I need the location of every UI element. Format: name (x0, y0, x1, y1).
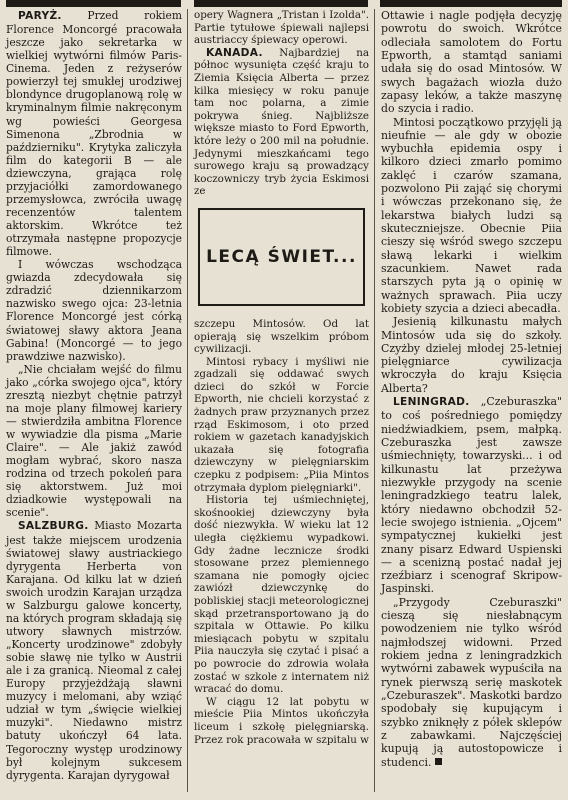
article-paragraph (194, 494, 369, 696)
column-divider-1 (187, 9, 188, 792)
paragraph-text: Mintosi początkowo przyjęli ją nieufnie — ale gdy w obozie wybuchła epidemia ospy i kilkoro dzieci zmarło pomimo zaklęć i czarów szamana, pozwolono Pii zająć się chorymi i wówczas przekonano się, że lekarstwa białych ludzi są skuteczniejsze. Obecnie Piia cieszy się wśród swego szczepu sławą lekarki i wielkim szacunkiem. Nawet rada starszych pyta ją o opinię w ważnych sprawach. Piia uczy kobiety szycia a dzieci abecadła. (381, 115, 562, 315)
paragraph-text: Ottawie i nagle podjęła decyzję powrotu do swoich. Wkrótce odleciała samolotem do Fortu Epworth, a stamtąd saniami udała się do osad Mintosów. W swych bagażach wiozła dużo zapasy leków, a także maszynę do szycia i radio. (381, 9, 562, 116)
column-3 (381, 9, 562, 769)
article-paragraph (381, 9, 562, 116)
paragraph-text: „Nie chciałam wejść do filmu jako „córka swojego ojca", który zresztą niezbyt chętnie patrzył na moje plany filmowej kariery — stwierdziła ambitna Florence w wywiadzie dla pisma „Marie Claire". — Ale jakiż zawód mogłam wybrać, skoro nasza rodzina od trzech pokoleń para się aktorstwem. Już moi dziadkowie występowali na scenie". (6, 362, 182, 520)
article-paragraph (381, 116, 562, 316)
article-paragraph (6, 258, 182, 363)
column-1 (6, 9, 182, 782)
column-2 (194, 9, 369, 746)
article-paragraph (194, 47, 369, 198)
headline-box (198, 208, 365, 306)
article-paragraph (6, 519, 182, 781)
headline: LECĄ ŚWIET... (206, 246, 357, 267)
top-rule (0, 0, 568, 7)
article-paragraph (194, 696, 369, 746)
paragraph-text: „Czeburaszka" to coś pośredniego pomiędzy niedźwiadkiem, psem, małpką. Czeburaszka jest zawsze uśmiechnięty, towarzyski... i od kilkunastu lat przeżywa niezwykłe przygody na scenie leningradzkiego teatru lalek, który niedawno obchodził 52-lecie swojego istnienia. „Ojcem" sympatycznej kukiełki jest znany pisarz Edward Uspienski — a scenizną postać nadał jej rzeźbiarz i scenograf Skripow-Jaspinski. (381, 395, 562, 596)
end-mark-icon (435, 758, 442, 765)
paragraph-text: „Przygody Czeburaszki" cieszą się niesłabnącym powodzeniem nie tylko wśród najmłodszej widowni. Przed rokiem jedna z leningradzkich wytwórni zabawek wypuściła na rynek pierwszą serię maskotek „Czeburaszek". Maskotki bardzo spodobały się kupującym i szybko zniknęły z półek sklepów z zabawkami. Najczęściej kupują ją autostopowicze i studenci. (381, 595, 562, 769)
paragraph-text: Najbardziej na północ wysunięta część kraju to Ziemia Księcia Alberta — przez kilka miesięcy w roku panuje tam noc polarna, a zimie pokrywa śnieg. Najbliższe większe miasto to Ford Epworth, które leży o 200 mil na południe. Jedynymi mieszkańcami tego surowego kraju są prowadzący koczowniczy tryb życia Eskimosi ze (194, 46, 369, 198)
article-paragraph (194, 356, 369, 495)
dateline-keyword: PARYŻ. (18, 10, 62, 22)
paragraph-text: Przed rokiem Florence Moncorgé pracowała jeszcze jako sekretarka w wielkiej wytwórni filmów Paris-Cinema. Jeden z reżyserów powierzył tej smukłej urodziwej blondynce drugoplanową rolę w kryminalnym filmie nakręconym wg powieści Georgesa Simenona „Zbrodnia w październiku". Krytyka zaliczyła film do kategorii B — ale dziewczyna, grająca rolę przyjaciółki zamordowanego przemysłowca, zwróciła uwagę recenzentów talentem aktorskim. Wkrótce też otrzymała następne propozycje filmowe. (6, 9, 182, 259)
article-paragraph (194, 318, 369, 356)
paragraph-text: Miasto Mozarta jest także miejscem urodzenia światowej sławy austriackiego dyrygenta Herberta von Karajana. Od kilku lat w dzień swoich urodzin Karajan urządza w Salzburgu galowe koncerty, na których program składają się utwory sławnych mistrzów. „Koncerty urodzinowe" zdobyły sobie sławę nie tylko w Austrii ale i za granicą. Nieomal z całej Europy przyjeżdżają sławni muzycy i melomani, aby wziąć udział w tym „święcie wielkiej muzyki". Niedawno mistrz batuty ukończył 64 lata. Tegoroczny występ urodzinowy był kolejnym sukcesem dyrygenta. Karajan dyrygował (6, 519, 182, 782)
article-paragraph (194, 9, 369, 47)
dateline-keyword: LENINGRAD. (393, 396, 470, 409)
paragraph-text: opery Wagnera „Tristan i Izolda". Partie tytułowe śpiewali najlepsi austriaccy śpiewacy operowi. (194, 9, 369, 47)
paragraph-text: Jesienią kilkunastu małych Mintosów uda się do szkoły. Czyżby dzielej młodej 25-letniej pielęgniarce cywilizacja wkroczyła do kraju Księcia Alberta? (381, 315, 562, 395)
article-paragraph (6, 9, 182, 258)
article-paragraph (381, 315, 562, 395)
dateline-keyword: KANADA. (206, 46, 263, 59)
article-paragraph (381, 596, 562, 769)
paragraph-text: Mintosi rybacy i myśliwi nie zgadzali się oddawać swych dzieci do szkół w Forcie Epworth, nie chcieli korzystać z żadnych praw przyznanych przez rząd Eskimosom, i oto przed rokiem w gazetach kanadyjskich ukazała się fotografia dziewczyny w pielęgniarskim czepku z podpisem: „Piia Mintos otrzymała dyplom pielęgniarki". (194, 355, 369, 494)
paragraph-text: W ciągu 12 lat pobytu w mieście Piia Mintos ukończyła liceum i szkołę pielęgniarską. Przez rok pracowała w szpitalu w (194, 695, 369, 746)
paragraph-text: Historia tej uśmiechniętej, skośnookiej dziewczyny była dość niezwykła. W wieku lat 12 uległa ciężkiemu wypadkowi. Gdy żadne lecznicze środki stosowane przez plemiennego szamana nie pomogły ojciec zawiózł dziewczynkę do pobliskiej stacji meteorologicznej skąd przetransportowano ją do szpitala w Ottawie. Po kilku miesiącach pobytu w szpitalu Piia nauczyła się czytać i pisać a po powrocie do zdrowia wolała zostać w szkole z internatem niż wracać do domu. (194, 494, 369, 696)
dateline-keyword: SALZBURG. (18, 520, 89, 533)
article-paragraph (381, 395, 562, 596)
article-paragraph (6, 363, 182, 520)
paragraph-text: I wówczas wschodząca gwiazda zdecydowała się zdradzić dziennikarzom nazwisko swego ojca: 23-letnia Florence Moncorgé jest córką światowej sławy aktora Jeana Gabina! (Moncorgé — to jego prawdziwe nazwisko). (6, 258, 182, 363)
column-divider-2 (374, 9, 375, 792)
paragraph-text: szczepu Mintosów. Od lat opierają się wszelkim próbom cywilizacji. (194, 317, 369, 356)
